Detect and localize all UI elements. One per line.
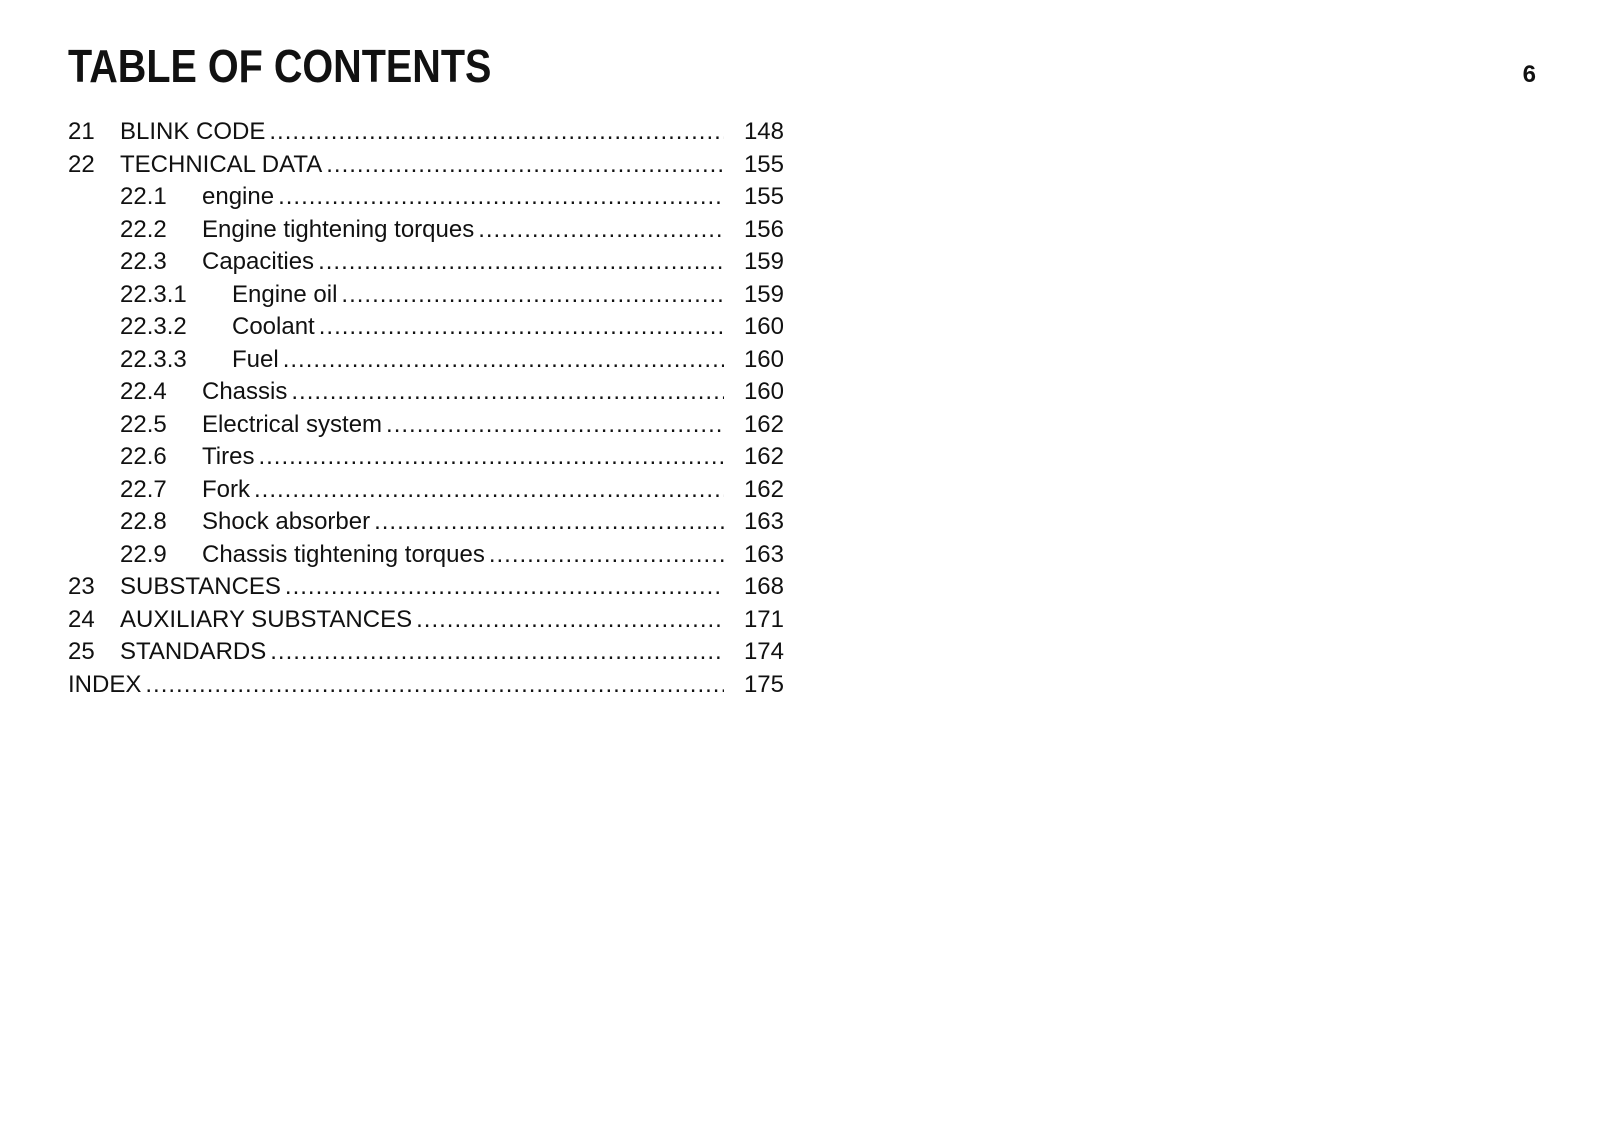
toc-entry[interactable] xyxy=(68,539,784,572)
toc-entry-label: engine xyxy=(202,183,275,210)
dot-leader xyxy=(341,279,724,312)
dot-leader xyxy=(489,539,724,572)
dot-leader xyxy=(270,636,724,669)
dot-leader xyxy=(258,441,724,474)
toc-entry-number: 22.1 xyxy=(120,183,167,210)
toc-entry-label: Coolant xyxy=(232,313,315,340)
toc-entry-number: 22.9 xyxy=(120,540,167,568)
toc-entry[interactable] xyxy=(68,181,784,214)
dot-leader xyxy=(319,311,724,344)
toc-entry-page: 148 xyxy=(743,118,784,145)
dot-leader xyxy=(416,604,724,637)
toc-entry-number: 21 xyxy=(68,118,95,145)
toc-entry[interactable] xyxy=(68,506,784,539)
toc-entry-label: Chassis tightening torques xyxy=(202,540,485,568)
toc-entry-label: Fuel xyxy=(232,345,279,373)
toc-entry-page: 174 xyxy=(743,638,784,665)
toc-entry-label: AUXILIARY SUBSTANCES xyxy=(120,605,413,633)
toc-entry-number: 22.4 xyxy=(120,378,167,405)
toc-entry-number: 22.6 xyxy=(120,443,167,470)
toc-entry[interactable] xyxy=(68,311,784,344)
toc-entry-number: 24 xyxy=(68,605,95,633)
toc-entry-label: Engine tightening torques xyxy=(202,215,475,243)
toc-entry-page: 159 xyxy=(743,280,784,308)
toc-entry-number: 22.3.2 xyxy=(120,313,187,340)
toc-entry[interactable] xyxy=(68,246,784,279)
toc-entry-page: 162 xyxy=(743,443,784,470)
dot-leader xyxy=(318,246,724,279)
toc-entry-page: 155 xyxy=(743,150,784,178)
toc-entry-page: 155 xyxy=(743,183,784,210)
page-title: TABLE OF CONTENTS xyxy=(68,40,492,92)
toc-entry-page: 163 xyxy=(743,508,784,535)
page-number: 6 xyxy=(1522,61,1536,88)
toc-entry-label: Fork xyxy=(202,475,250,503)
toc-entry[interactable] xyxy=(68,571,784,604)
toc-entry-page: 160 xyxy=(743,345,784,373)
toc-entry-number: 22.8 xyxy=(120,508,167,535)
dot-leader xyxy=(145,669,724,702)
dot-leader xyxy=(269,116,724,149)
toc-entry[interactable] xyxy=(68,376,784,409)
toc-entry-label: INDEX xyxy=(68,670,142,698)
toc-entry-label: BLINK CODE xyxy=(120,118,266,145)
toc-entry-page: 156 xyxy=(743,215,784,243)
toc-entry-number: 22.3.3 xyxy=(120,345,187,373)
toc-entry-label: Engine oil xyxy=(232,280,338,308)
toc-entry[interactable] xyxy=(68,474,784,507)
toc-entry-number: 22.3 xyxy=(120,248,167,275)
toc-entry-page: 162 xyxy=(743,475,784,503)
dot-leader xyxy=(374,506,724,539)
toc-entry-label: Shock absorber xyxy=(202,508,371,535)
dot-leader xyxy=(326,149,724,182)
toc-entry[interactable] xyxy=(68,149,784,182)
toc-entry-number: 23 xyxy=(68,573,95,600)
toc-entry-page: 163 xyxy=(743,540,784,568)
toc-entry-label: TECHNICAL DATA xyxy=(120,150,323,178)
toc-entry[interactable] xyxy=(68,409,784,442)
toc-entry-label: Tires xyxy=(202,443,255,470)
toc-entry-number: 22.2 xyxy=(120,215,167,243)
toc-entry-page: 162 xyxy=(743,410,784,438)
toc-entry[interactable] xyxy=(68,214,784,247)
toc-entry-number: 22.5 xyxy=(120,410,167,438)
dot-leader xyxy=(254,474,724,507)
toc-entry-label: Electrical system xyxy=(202,410,383,438)
toc-entry-page: 168 xyxy=(743,573,784,600)
toc-entry-label: STANDARDS xyxy=(120,638,267,665)
dot-leader xyxy=(278,181,724,214)
toc-entry-page: 159 xyxy=(743,248,784,275)
toc-entry-label: Chassis xyxy=(202,378,288,405)
toc-entry-page: 175 xyxy=(743,670,784,698)
dot-leader xyxy=(386,409,724,442)
toc-entry-label: SUBSTANCES xyxy=(120,573,281,600)
toc-entry-page: 160 xyxy=(743,313,784,340)
toc-entry-label: Capacities xyxy=(202,248,315,275)
toc-entry[interactable] xyxy=(68,636,784,669)
toc-entry-number: 22.7 xyxy=(120,475,167,503)
toc-entry-number: 22 xyxy=(68,150,95,178)
toc-entry[interactable] xyxy=(68,344,784,377)
toc-entry-number: 25 xyxy=(68,638,95,665)
toc-entry[interactable] xyxy=(68,441,784,474)
toc-entry[interactable] xyxy=(68,279,784,312)
dot-leader xyxy=(283,344,724,377)
dot-leader xyxy=(478,214,724,247)
toc-entry-page: 160 xyxy=(743,378,784,405)
toc-entry[interactable] xyxy=(68,116,784,149)
table-of-contents xyxy=(68,116,784,701)
toc-entry[interactable] xyxy=(68,604,784,637)
toc-entry[interactable] xyxy=(68,669,784,702)
toc-entry-page: 171 xyxy=(743,605,784,633)
dot-leader xyxy=(291,376,724,409)
dot-leader xyxy=(285,571,724,604)
toc-entry-number: 22.3.1 xyxy=(120,280,187,308)
